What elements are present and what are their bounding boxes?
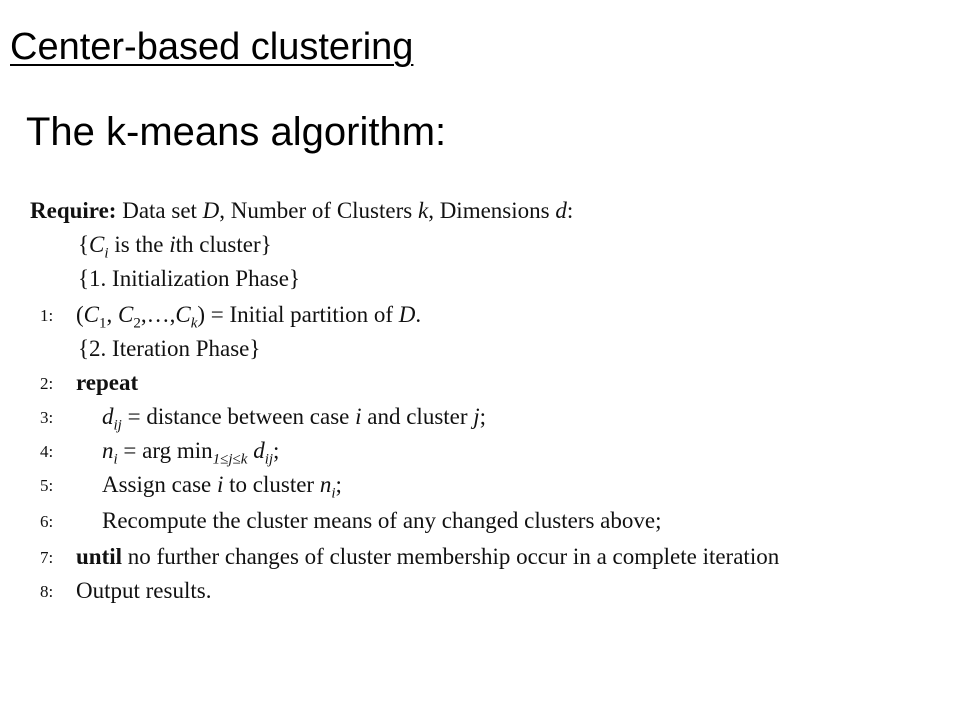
require-d-var: d <box>555 198 567 223</box>
i-var: i <box>355 404 362 429</box>
step-7-text <box>76 544 779 570</box>
step-8-text: Output results. <box>76 578 212 603</box>
c2-var: C <box>118 302 134 327</box>
until-keyword: until <box>76 544 123 569</box>
c2-sub: 2 <box>133 315 141 332</box>
step-number: 4: <box>40 442 54 461</box>
step-3-line <box>30 404 930 436</box>
comma: , <box>106 302 119 327</box>
step-number: 5: <box>40 476 54 495</box>
dij-sub: ij <box>264 451 274 468</box>
comment-init-line: {1. Initialization Phase} <box>78 266 301 291</box>
require-line <box>30 198 573 230</box>
step-5-a: Assign case <box>102 472 217 497</box>
ni-sub: i <box>331 485 336 502</box>
ck-var: C <box>175 302 191 327</box>
step-number: 6: <box>40 512 54 531</box>
ni-var: n <box>319 472 332 497</box>
step-7-line <box>30 544 950 576</box>
dij-sub: ij <box>113 417 122 434</box>
step-1-mid: ) = Initial partition of <box>197 302 399 327</box>
c1-var: C <box>83 302 100 327</box>
dij-var: d <box>102 404 114 429</box>
step-8-line <box>30 578 930 610</box>
step-4-text <box>102 438 279 469</box>
require-k-var: k <box>417 198 429 223</box>
require-text-a: Data set <box>122 198 203 223</box>
j-var: j <box>473 404 480 429</box>
step-5-text <box>102 472 342 503</box>
step-number: 1: <box>40 306 54 325</box>
step-6-text: Recompute the cluster means of any changed clusters above; <box>102 508 662 533</box>
step-number: 8: <box>40 582 54 601</box>
require-text-d: : <box>566 198 574 223</box>
slide-subtitle: The k-means algorithm: <box>26 110 447 154</box>
require-keyword: Require: <box>30 198 117 223</box>
ci-var: C <box>89 232 105 257</box>
semicolon: ; <box>479 404 487 429</box>
paren-open: ( <box>76 302 84 327</box>
repeat-keyword: repeat <box>76 370 139 395</box>
step-3-text <box>102 404 486 435</box>
step-number: 7: <box>40 548 54 567</box>
ci-mid: is the <box>108 232 170 257</box>
ci-rest: th cluster} <box>175 232 272 257</box>
step-number: 2: <box>40 374 54 393</box>
period: . <box>415 302 422 327</box>
require-text-b: , Number of Clusters <box>219 198 418 223</box>
ci-sub: i <box>104 245 109 262</box>
require-dataset-var: D <box>202 198 220 223</box>
slide-title: Center-based clustering <box>10 26 414 68</box>
ck-sub: k <box>190 315 198 332</box>
ni-sub: i <box>113 451 118 468</box>
semicolon: ; <box>335 472 342 497</box>
step-2-line <box>30 370 930 402</box>
argmin-text: = arg min <box>117 438 213 463</box>
c1-sub: 1 <box>99 315 107 332</box>
ni-var: n <box>102 438 114 463</box>
ci-i-var: i <box>169 232 176 257</box>
require-text-c: , Dimensions <box>428 198 556 223</box>
step-4-line <box>30 438 930 470</box>
step-3-a: = distance between case <box>121 404 356 429</box>
comment-iter-line: {2. Iteration Phase} <box>78 336 261 361</box>
i-var: i <box>216 472 224 497</box>
brace-open: { <box>78 232 90 257</box>
step-1-line <box>30 302 930 334</box>
dij-var: d <box>247 438 265 463</box>
step-5-line <box>30 472 930 504</box>
step-6-line <box>30 508 930 540</box>
step-5-b: to cluster <box>223 472 320 497</box>
step-3-b: and cluster <box>361 404 474 429</box>
semicolon: ; <box>273 438 280 463</box>
step-1-text <box>76 302 421 333</box>
ellipsis: ,…, <box>140 302 176 327</box>
step-7-rest: no further changes of cluster membership occur in a complete iteration <box>122 544 780 569</box>
d-var: D <box>398 302 416 327</box>
comment-ci-line <box>78 232 272 264</box>
argmin-range: 1≤j≤k <box>212 451 248 468</box>
step-number: 3: <box>40 408 54 427</box>
